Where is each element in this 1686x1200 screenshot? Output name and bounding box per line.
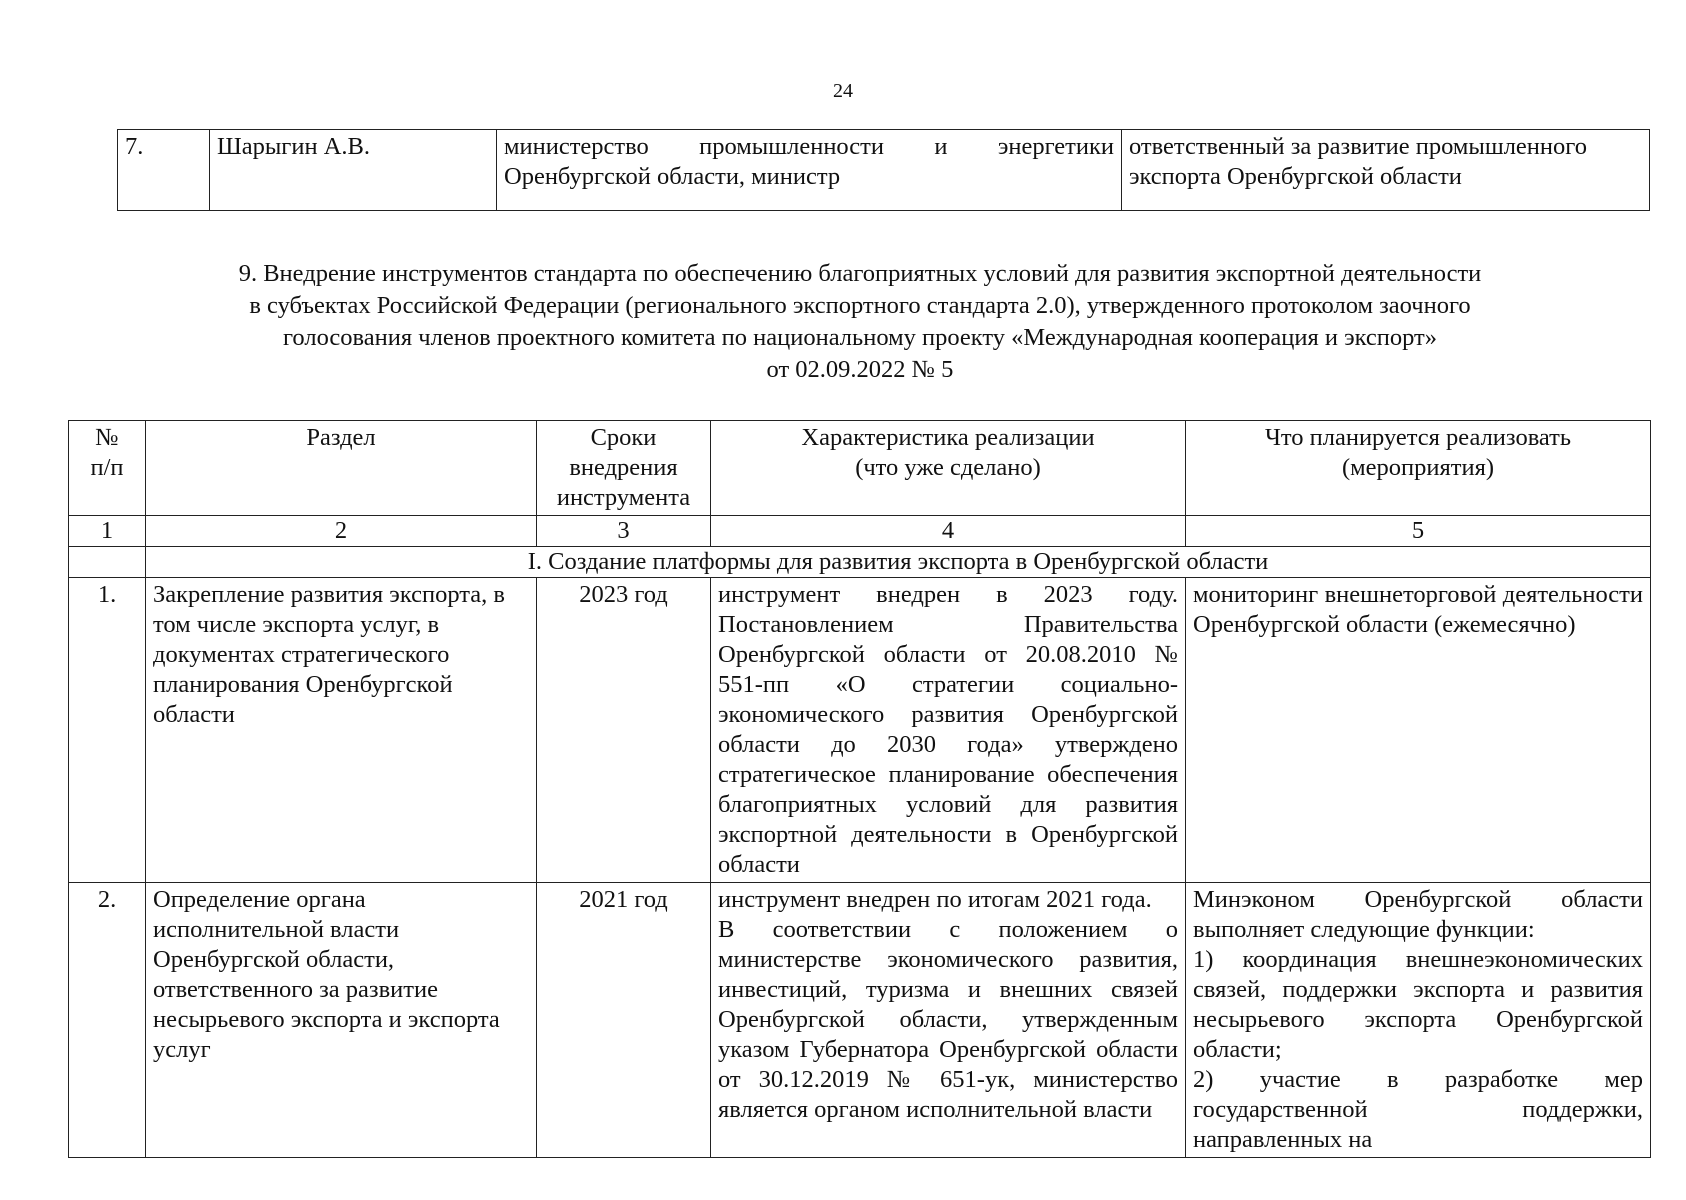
row-done-paragraph: В соответствии с положением о министерстве экономического развития, инвестиций, туризма и внешних связей Оренбургской области, утвержденным указом Губернатора Оренбургской области от 30.12.2019 № 651-ук, министерство является органом исполнительной власти xyxy=(718,916,1178,1123)
row-done xyxy=(711,883,1186,1158)
section-title xyxy=(100,258,1620,386)
export-standard-table xyxy=(68,420,1651,1158)
column-number-row xyxy=(69,516,1651,547)
row-term: 2021 год xyxy=(537,883,711,1158)
column-number: 2 xyxy=(146,516,537,547)
row-planned-paragraph: 1) координация внешнеэкономических связей, поддержки экспорта и развития несырьевого экспорта Оренбургской области; xyxy=(1193,946,1643,1063)
column-number: 1 xyxy=(69,516,146,547)
row-planned-paragraph: 2) участие в разработке мер государственной поддержки, направленных на xyxy=(1193,1066,1643,1153)
header-section: Раздел xyxy=(146,421,537,516)
table-row xyxy=(69,578,1651,883)
row-planned-paragraph: Минэконом Оренбургской области выполняет следующие функции: xyxy=(1193,886,1643,943)
section-title-line: 9. Внедрение инструментов стандарта по обеспечению благоприятных условий для развития экспортной деятельности xyxy=(238,260,1482,287)
column-number: 5 xyxy=(1186,516,1651,547)
person-organization: министерство промышленности и энергетики Оренбургской области, министр xyxy=(497,130,1122,211)
table-row xyxy=(118,130,1650,211)
row-term: 2023 год xyxy=(537,578,711,883)
row-section: Закрепление развития экспорта, в том числе экспорта услуг, в документах стратегического планирования Оренбургской области xyxy=(146,578,537,883)
subheader: I. Создание платформы для развития экспорта в Оренбургской области xyxy=(146,547,1651,578)
table-row xyxy=(69,883,1651,1158)
responsible-persons-table xyxy=(117,129,1650,211)
person-role: ответственный за развитие промышленного экспорта Оренбургской области xyxy=(1122,130,1650,211)
column-number: 4 xyxy=(711,516,1186,547)
header-num: № п/п xyxy=(69,421,146,516)
row-done: инструмент внедрен в 2023 году. Постановлением Правительства Оренбургской области от 20.08.2010 № 551-пп «О стратегии социально-экономического развития Оренбургской области до 2030 года» утверждено стратегическое планирование обеспечения благоприятных условий для развития экспортной деятельности в Оренбургской области xyxy=(711,578,1186,883)
row-planned: мониторинг внешнеторговой деятельности Оренбургской области (ежемесячно) xyxy=(1186,578,1651,883)
header-planned: Что планируется реализовать (мероприятия) xyxy=(1186,421,1651,516)
header-term: Сроки внедрения инструмента xyxy=(537,421,711,516)
row-planned xyxy=(1186,883,1651,1158)
row-number: 7. xyxy=(118,130,210,211)
row-number: 2. xyxy=(69,883,146,1158)
section-title-line: в субъектах Российской Федерации (регионального экспортного стандарта 2.0), утвержденного протоколом заочного xyxy=(249,292,1471,319)
row-done-paragraph: инструмент внедрен по итогам 2021 года. xyxy=(718,886,1152,913)
section-title-line: голосования членов проектного комитета по национальному проекту «Международная кооперация и экспорт» xyxy=(282,324,1438,351)
header-done: Характеристика реализации (что уже сделано) xyxy=(711,421,1186,516)
page-number: 24 xyxy=(833,80,853,102)
subheader-row xyxy=(69,547,1651,578)
person-name: Шарыгин А.В. xyxy=(210,130,497,211)
row-number: 1. xyxy=(69,578,146,883)
header-row xyxy=(69,421,1651,516)
section-title-line: от 02.09.2022 № 5 xyxy=(766,356,954,383)
row-section: Определение органа исполнительной власти Оренбургской области, ответственного за развитие несырьевого экспорта и экспорта услуг xyxy=(146,883,537,1158)
column-number: 3 xyxy=(537,516,711,547)
